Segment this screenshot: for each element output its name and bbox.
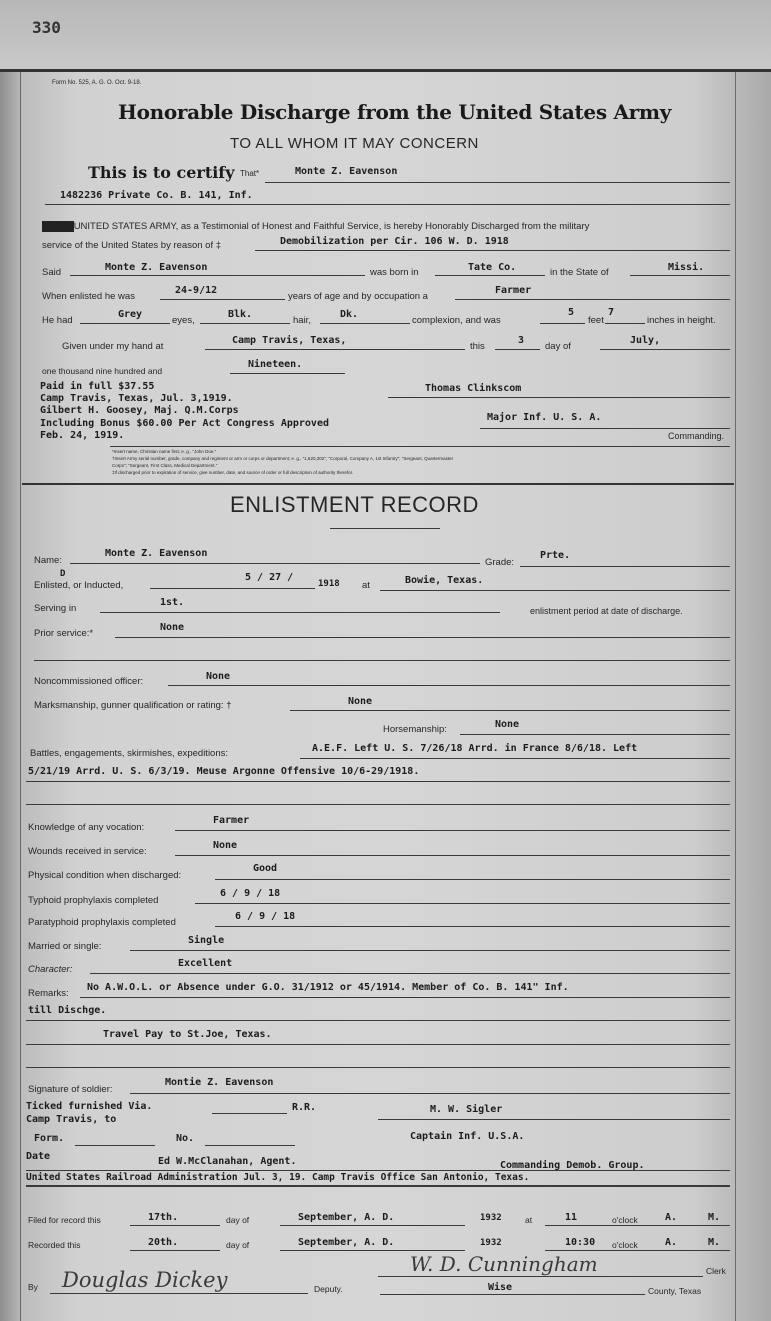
paratyphoid-label: Paratyphoid prophylaxis completed (28, 917, 176, 928)
rule (160, 299, 285, 300)
grade: Prte. (540, 550, 571, 561)
recorded-day-of: day of (226, 1240, 250, 1250)
deputy-signature: Douglas Dickey (62, 1268, 228, 1292)
born-name: Monte Z. Eavenson (105, 262, 208, 273)
form-number: Form No. 525, A. G. O. Oct. 9-18. (52, 80, 142, 86)
ticket-line-2: Camp Travis, to (26, 1114, 117, 1125)
rule (215, 926, 730, 927)
form-label: Form. (34, 1133, 65, 1144)
grade-label: Grade: (485, 557, 515, 568)
county-name: Wise (488, 1282, 513, 1293)
footnote-3: Corps"; "Sergeant, First Class, Medical Department." (112, 463, 218, 468)
hair-color: Blk. (228, 309, 253, 320)
prior-service: None (160, 622, 185, 633)
enlisted-date: 5 / 27 / (245, 572, 294, 583)
soldier-signature: Montie Z. Eavenson (165, 1077, 274, 1088)
horsemanship: None (495, 719, 520, 730)
rule (26, 1170, 730, 1171)
horsemanship-label: Horsemanship: (383, 724, 447, 735)
commander-rank: Major Inf. U. S. A. (487, 412, 602, 423)
rule (280, 1250, 465, 1251)
paid-line-5: Feb. 24, 1919. (40, 430, 125, 441)
record-name: Monte Z. Eavenson (105, 548, 208, 559)
recorded-ampm: A. (665, 1237, 678, 1248)
rule (175, 830, 730, 831)
county-label: County, Texas (648, 1286, 702, 1296)
recorded-m: M. (708, 1237, 721, 1248)
rule (215, 879, 730, 880)
rule (605, 323, 645, 324)
enlisted-place: Bowie, Texas. (405, 575, 484, 586)
enlisted-age: 24-9/12 (175, 285, 218, 296)
paid-line-1: Paid in full $37.55 (40, 381, 155, 392)
rule (230, 373, 345, 374)
page-top-margin (0, 0, 771, 70)
given-label: Given under my hand at (62, 341, 164, 352)
filed-label: Filed for record this (28, 1215, 101, 1225)
left-border (20, 72, 21, 1321)
statement-line2: service of the United States by reason of ‡ (42, 240, 222, 251)
section-divider (22, 483, 734, 485)
given-month: July, (630, 335, 661, 346)
serial-grade: 1482236 Private Co. B. 141, Inf. (60, 190, 253, 201)
recorded-oclock: o'clock (612, 1240, 638, 1250)
remarks-label: Remarks: (28, 988, 69, 999)
document-title: Honorable Discharge from the United States Army (118, 100, 672, 124)
rule (90, 973, 730, 974)
enlisted-year: 1918 (318, 579, 340, 589)
paid-line-2: Camp Travis, Texas, Jul. 3,1919. (40, 393, 233, 404)
rule (80, 323, 170, 324)
rule (80, 997, 730, 998)
rule (110, 446, 730, 447)
rule (45, 204, 730, 205)
paratyphoid-date: 6 / 9 / 18 (235, 911, 296, 922)
rule (378, 1276, 703, 1277)
given-year: Nineteen. (248, 359, 303, 370)
recorded-year: 1932 (480, 1238, 502, 1248)
rule (115, 637, 730, 638)
rule (460, 734, 730, 735)
railroad-admin: United States Railroad Administration Jul. 3, 19. Camp Travis Office San Antonio, Texas. (26, 1172, 530, 1183)
enlistment-heading: ENLISTMENT RECORD (230, 492, 479, 517)
rule (455, 299, 730, 300)
born-label: was born in (370, 267, 419, 278)
rule (150, 588, 315, 589)
physical-condition: Good (253, 863, 278, 874)
rule (130, 950, 730, 951)
filed-day-of: day of (226, 1215, 250, 1225)
serving-period: 1st. (160, 597, 185, 608)
vocation-label: Knowledge of any vocation: (28, 822, 145, 833)
footnote-4: ‡If discharged prior to expiration of service, give number, date, and source of order or full description of authority therefor. (112, 470, 354, 475)
enlisted-age-label: When enlisted he was (42, 291, 135, 302)
rule (545, 1225, 730, 1226)
rule (380, 590, 730, 591)
complexion: Dk. (340, 309, 359, 320)
height-feet: 5 (568, 307, 575, 318)
filed-oclock: o'clock (612, 1215, 638, 1225)
ticket-line-1: Ticked furnished Via. (26, 1101, 153, 1112)
rule (70, 563, 480, 564)
enlisted-mark: D (60, 569, 66, 579)
filed-time: 11 (565, 1212, 578, 1223)
this-label: this (470, 341, 485, 352)
battles-label: Battles, engagements, skirmishes, expeditions: (30, 748, 229, 759)
rule (212, 1113, 287, 1114)
rule (168, 685, 730, 686)
name-label: Name: (34, 555, 62, 566)
given-day: 3 (518, 335, 525, 346)
heading-underline (330, 528, 440, 529)
rule (195, 903, 730, 904)
nco: None (206, 671, 231, 682)
recorded-month: September, A. D. (298, 1237, 395, 1248)
filed-m: M. (708, 1212, 721, 1223)
filed-ampm: A. (665, 1212, 678, 1223)
right-border (735, 72, 736, 1321)
top-border (0, 69, 771, 72)
inches-label: inches in height. (647, 315, 716, 326)
marksmanship-label: Marksmanship, gunner qualification or rating: † (34, 700, 232, 711)
agent: Ed W.McClanahan, Agent. (158, 1156, 297, 1167)
captain-rank: Captain Inf. U.S.A. (410, 1131, 525, 1142)
rule (600, 349, 730, 350)
vocation: Farmer (213, 815, 250, 826)
document-subtitle: TO ALL WHOM IT MAY CONCERN (230, 135, 479, 152)
rule (280, 1225, 465, 1226)
rule (130, 1093, 730, 1094)
rule (75, 1145, 155, 1146)
hair-label: hair, (293, 315, 311, 326)
rule (205, 1145, 295, 1146)
typhoid-label: Typhoid prophylaxis completed (28, 895, 159, 906)
rule (205, 349, 465, 350)
rule (255, 250, 730, 251)
clerk-signature: W. D. Cunningham (410, 1252, 598, 1276)
deputy-label: Deputy. (314, 1284, 343, 1294)
had-label: He had (42, 315, 73, 326)
rule (26, 1044, 730, 1045)
complexion-label: complexion, and was (412, 315, 501, 326)
given-place: Camp Travis, Texas, (232, 335, 347, 346)
signature-label: Signature of soldier: (28, 1084, 113, 1095)
enlisted-label: Enlisted, or Inducted, (34, 580, 124, 591)
remarks-line-2: till Dischge. (28, 1005, 107, 1016)
rule (480, 428, 730, 429)
rule (540, 323, 585, 324)
rule (290, 710, 730, 711)
remarks-line-1: No A.W.O.L. or Absence under G.O. 31/1912 or 45/1914. Member of Co. B. 141" Inf. (87, 982, 569, 993)
character: Excellent (178, 958, 233, 969)
rule (100, 612, 500, 613)
page-number: 330 (32, 18, 61, 37)
recorded-time: 10:30 (565, 1237, 596, 1248)
rule (495, 349, 540, 350)
state-label: in the State of (550, 267, 609, 278)
rule (34, 660, 730, 661)
typhoid-date: 6 / 9 / 18 (220, 888, 281, 899)
at-label: at (362, 580, 370, 591)
feet-label: feet (588, 315, 604, 326)
clerk-label: Clerk (706, 1266, 726, 1276)
physical-label: Physical condition when discharged: (28, 870, 182, 881)
no-label: No. (176, 1133, 195, 1144)
nco-label: Noncommissioned officer: (34, 676, 144, 687)
rule (378, 1119, 730, 1120)
rule (435, 275, 545, 276)
period-label: enlistment period at date of discharge. (530, 606, 683, 616)
recorded-day: 20th. (148, 1237, 179, 1248)
ticket-signer: M. W. Sigler (430, 1104, 503, 1115)
birth-place: Tate Co. (468, 262, 517, 273)
rule (200, 323, 290, 324)
eye-color: Grey (118, 309, 143, 320)
commanding-label: Commanding. (668, 431, 725, 441)
rule (26, 1020, 730, 1021)
that-label: That* (240, 169, 260, 178)
remarks-line-3: Travel Pay to St.Joe, Texas. (103, 1029, 272, 1040)
occupation: Farmer (495, 285, 532, 296)
rule (130, 1225, 220, 1226)
rule (265, 182, 730, 183)
rule (70, 275, 365, 276)
character-label: Character: (28, 964, 73, 975)
rule (545, 1250, 730, 1251)
rule (26, 1067, 730, 1068)
commanding-group: Commanding Demob. Group. (500, 1160, 645, 1171)
rr-label: R.R. (292, 1102, 317, 1113)
battles-line-2: 5/21/19 Arrd. U. S. 6/3/19. Meuse Argonne Offensive 10/6-29/1918. (28, 766, 420, 777)
year-prefix: one thousand nine hundred and (42, 366, 163, 376)
footnote-2: †Insert Army serial number, grade, company and regiment or arm or corps or department; e. g., "1,620,302"; "Corporal, Company A, 1st Infantry"; "Sergeant, Quartermaster (112, 456, 454, 461)
rule (50, 1293, 308, 1294)
certify-label: This is to certify (88, 163, 235, 182)
filed-day: 17th. (148, 1212, 179, 1223)
wounds-label: Wounds received in service: (28, 846, 147, 857)
date-label: Date (26, 1151, 51, 1162)
rule (26, 804, 730, 805)
rule (320, 323, 410, 324)
statement-line1: XXXXXUNITED STATES ARMY, as a Testimonial of Honest and Faithful Service, is hereby Honorably Discharged from the military (42, 221, 590, 232)
discharge-reason: Demobilization per Cir. 106 W. D. 1918 (280, 236, 509, 247)
battles-line-1: A.E.F. Left U. S. 7/26/18 Arrd. in France 8/6/18. Left (312, 743, 638, 754)
soldier-name: Monte Z. Eavenson (295, 166, 398, 177)
serving-label: Serving in (34, 603, 77, 614)
rule (630, 275, 730, 276)
filed-at: at (525, 1215, 533, 1225)
rule (26, 1185, 730, 1187)
filed-year: 1932 (480, 1213, 502, 1223)
occupation-label: years of age and by occupation a (288, 291, 428, 302)
day-of-label: day of (545, 341, 571, 352)
rule (130, 1250, 220, 1251)
recorded-label: Recorded this (28, 1240, 81, 1250)
marksmanship: None (348, 696, 373, 707)
height-inches: 7 (608, 307, 615, 318)
rule (26, 781, 730, 782)
rule (300, 758, 730, 759)
paid-line-4: Including Bonus $60.00 Per Act Congress Approved (40, 418, 329, 429)
rule (175, 855, 730, 856)
birth-state: Missi. (668, 262, 705, 273)
paid-line-3: Gilbert H. Goosey, Maj. Q.M.Corps (40, 405, 239, 416)
rule (380, 1294, 645, 1295)
prior-label: Prior service:* (34, 628, 94, 639)
commander-name: Thomas Clinkscom (425, 383, 522, 394)
by-label: By (28, 1282, 38, 1292)
marital-status: Single (188, 935, 225, 946)
eyes-label: eyes, (172, 315, 195, 326)
footnote-1: *Insert name, Christian name first; e. g., "John Doe." (112, 449, 217, 454)
married-label: Married or single: (28, 941, 102, 952)
rule (520, 566, 730, 567)
wounds: None (213, 840, 238, 851)
filed-month: September, A. D. (298, 1212, 395, 1223)
said-label: Said (42, 267, 62, 278)
rule (388, 397, 730, 398)
